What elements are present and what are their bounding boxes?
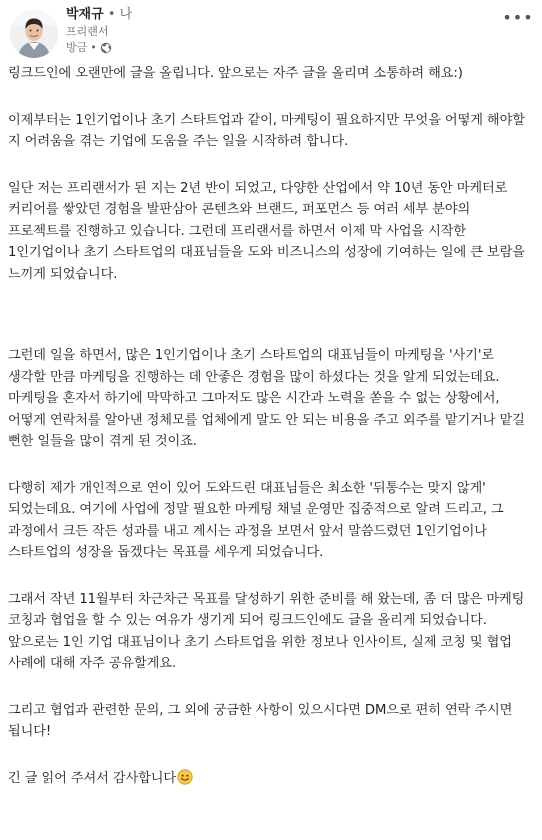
- ellipsis-icon: •••: [502, 8, 534, 27]
- more-options-button[interactable]: [502, 8, 534, 28]
- globe-icon: [100, 42, 112, 54]
- post-paragraph-4: 그런데 일을 하면서, 많은 1인기업이나 초기 스타트업의 대표님들이 마케팅을 '사기'로 생각할 만큼 마케팅을 진행하는 데 안좋은 경험을 많이 하셨다는 것을 알게 되었는데요. 마케팅을 혼자서 하기에 막막하고 그마저도 많은 시간과 노력을 쏟을 수 없는 상황에서, 어떻게 연락처를 알아낸 정체모를 업체에게 말도 안 되는 비용을 주고 외주를 맡기거나 맡길 뻔한 일들을 많이 겪게 된 것이죠.: [8, 348, 525, 449]
- post-time: 방금: [66, 41, 88, 54]
- post-paragraph-8: 긴 글 읽어 주셔서 감사합니다: [8, 770, 177, 786]
- author-name-line: [66, 6, 446, 24]
- author-headline: 프리랜서: [66, 25, 109, 38]
- author-name[interactable]: 박재규: [66, 7, 104, 22]
- post-paragraph-7: 그리고 협업과 관련한 문의, 그 외에 궁금한 사항이 있으시다면 DM으로 편히 연락 주시면 됩니다!: [8, 702, 513, 739]
- post-paragraph-3: 일단 저는 프리랜서가 된 지는 2년 반이 되었고, 다양한 산업에서 약 10년 동안 마케터로 커리어를 쌓았던 경험을 발판삼아 콘텐츠와 브랜드, 퍼포먼스 등 여러 세부 분야의 프로젝트를 진행하고 있습니다. 그런데 프리랜서를 하면서 이제 막 사업을 시작한 1인기업이나 초기 스타트업의 대표님들을 도와 비즈니스의 성장에 기여하는 일에 큰 보람을 느끼게 되었습니다.: [8, 180, 525, 282]
- post-paragraph-1: 링크드인에 오랜만에 글을 올립니다. 앞으로는 자주 글을 올리며 소통하려 해요:): [8, 66, 463, 81]
- post-timestamp-line: [66, 40, 446, 56]
- avatar[interactable]: [10, 10, 58, 58]
- smiling-face-icon: [177, 769, 193, 785]
- author-meta: [66, 6, 446, 56]
- profile-photo: [10, 10, 58, 58]
- name-separator: •: [107, 7, 116, 22]
- connection-degree: 나: [119, 7, 133, 22]
- post-paragraph-6: 그래서 작년 11월부터 차근차근 목표를 달성하기 위한 준비를 해 왔는데, 좀 더 많은 마케팅 코칭과 협업을 할 수 있는 여유가 생기게 되어 링크드인에도 글을 올리게 되었습니다. 앞으로는 1인 기업 대표님이나 초기 스타트업을 위한 정보나 인사이트, 실제 코칭 및 협업 사례에 대해 자주 공유할게요.: [8, 591, 525, 671]
- post-body: [8, 63, 534, 789]
- post-header: [8, 6, 534, 58]
- time-separator: •: [90, 41, 97, 54]
- post-paragraph-5: 다행히 제가 개인적으로 연이 있어 도와드린 대표님들은 최소한 '뒤통수는 맞지 않게' 되었는데요. 여기에 사업에 정말 필요한 마케팅 채널 운영만 집중적으로 알려 드리고, 그 과정에서 크든 작든 성과를 내고 계시는 과정을 보면서 앞서 말씀드렸던 1인기업이나 스타트업의 성장을 돕겠다는 목표를 세우게 되었습니다.: [8, 480, 504, 560]
- post-paragraph-2: 이제부터는 1인기업이나 초기 스타트업과 같이, 마케팅이 필요하지만 무엇을 어떻게 해야할 지 어려움을 겪는 기업에 도움을 주는 일을 시작하려 합니다.: [8, 112, 525, 149]
- post-closing: [8, 768, 534, 790]
